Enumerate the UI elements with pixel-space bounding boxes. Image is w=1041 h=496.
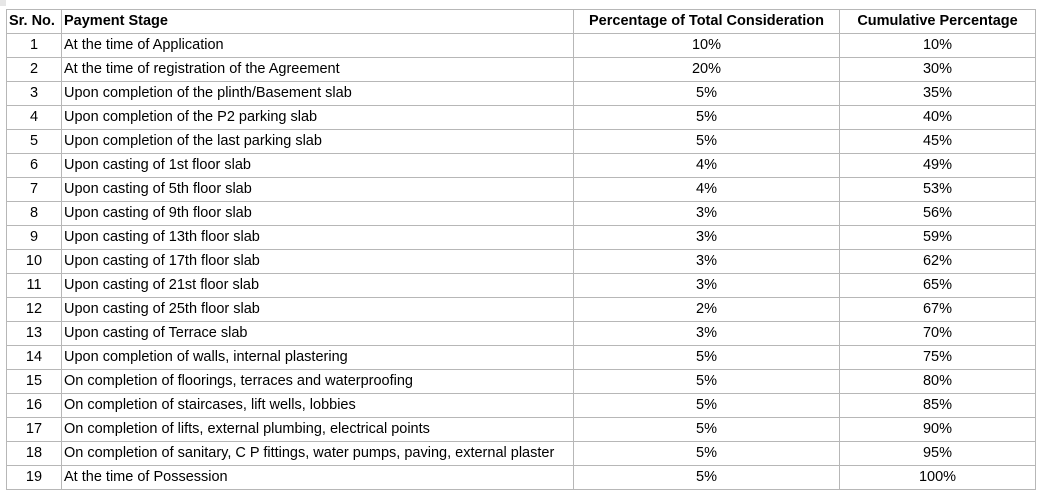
table-row: [7, 178, 1036, 202]
cell-sr-no: 8: [7, 202, 62, 226]
cell-sr-no: 17: [7, 418, 62, 442]
header-sr-no: Sr. No.: [7, 10, 62, 34]
cell-sr-no: 13: [7, 322, 62, 346]
cell-percentage: 3%: [574, 202, 840, 226]
cell-cumulative: 45%: [840, 130, 1036, 154]
cell-payment-stage: On completion of floorings, terraces and waterproofing: [62, 370, 574, 394]
cell-payment-stage: On completion of lifts, external plumbing, electrical points: [62, 418, 574, 442]
cell-payment-stage: Upon casting of 5th floor slab: [62, 178, 574, 202]
cell-sr-no: 16: [7, 394, 62, 418]
cell-sr-no: 11: [7, 274, 62, 298]
cell-percentage: 3%: [574, 322, 840, 346]
cell-payment-stage: At the time of registration of the Agreement: [62, 58, 574, 82]
header-cumulative: Cumulative Percentage: [840, 10, 1036, 34]
cell-percentage: 3%: [574, 250, 840, 274]
cell-sr-no: 15: [7, 370, 62, 394]
cell-payment-stage: Upon completion of walls, internal plastering: [62, 346, 574, 370]
cell-percentage: 5%: [574, 418, 840, 442]
cell-percentage: 4%: [574, 154, 840, 178]
cell-percentage: 20%: [574, 58, 840, 82]
table-row: [7, 106, 1036, 130]
cell-sr-no: 9: [7, 226, 62, 250]
cell-cumulative: 80%: [840, 370, 1036, 394]
table-row: [7, 298, 1036, 322]
cell-payment-stage: Upon casting of 1st floor slab: [62, 154, 574, 178]
cell-payment-stage: At the time of Application: [62, 34, 574, 58]
table-row: [7, 394, 1036, 418]
cell-sr-no: 4: [7, 106, 62, 130]
cell-sr-no: 14: [7, 346, 62, 370]
cell-cumulative: 35%: [840, 82, 1036, 106]
cell-percentage: 5%: [574, 106, 840, 130]
cell-payment-stage: Upon completion of the last parking slab: [62, 130, 574, 154]
cell-percentage: 5%: [574, 466, 840, 490]
cell-percentage: 3%: [574, 274, 840, 298]
header-row: [7, 10, 1036, 34]
cell-cumulative: 70%: [840, 322, 1036, 346]
table-row: [7, 34, 1036, 58]
table-row: [7, 346, 1036, 370]
table-row: [7, 442, 1036, 466]
table-row: [7, 370, 1036, 394]
corner-marker: [0, 0, 6, 6]
cell-cumulative: 10%: [840, 34, 1036, 58]
cell-payment-stage: Upon casting of 9th floor slab: [62, 202, 574, 226]
cell-sr-no: 7: [7, 178, 62, 202]
cell-cumulative: 59%: [840, 226, 1036, 250]
cell-cumulative: 49%: [840, 154, 1036, 178]
table-row: [7, 466, 1036, 490]
table-body: [7, 34, 1036, 490]
header-percentage: Percentage of Total Consideration: [574, 10, 840, 34]
cell-cumulative: 62%: [840, 250, 1036, 274]
cell-percentage: 5%: [574, 130, 840, 154]
cell-cumulative: 90%: [840, 418, 1036, 442]
cell-payment-stage: Upon casting of 13th floor slab: [62, 226, 574, 250]
cell-sr-no: 3: [7, 82, 62, 106]
cell-cumulative: 56%: [840, 202, 1036, 226]
cell-percentage: 5%: [574, 346, 840, 370]
cell-cumulative: 65%: [840, 274, 1036, 298]
table-row: [7, 154, 1036, 178]
cell-payment-stage: Upon completion of the P2 parking slab: [62, 106, 574, 130]
table-row: [7, 58, 1036, 82]
cell-cumulative: 100%: [840, 466, 1036, 490]
cell-payment-stage: At the time of Possession: [62, 466, 574, 490]
cell-percentage: 5%: [574, 82, 840, 106]
cell-percentage: 10%: [574, 34, 840, 58]
cell-percentage: 2%: [574, 298, 840, 322]
cell-sr-no: 19: [7, 466, 62, 490]
cell-payment-stage: Upon casting of 17th floor slab: [62, 250, 574, 274]
table-row: [7, 202, 1036, 226]
table-row: [7, 322, 1036, 346]
cell-sr-no: 12: [7, 298, 62, 322]
cell-payment-stage: Upon casting of Terrace slab: [62, 322, 574, 346]
payment-plan-table: [6, 9, 1036, 490]
cell-payment-stage: On completion of staircases, lift wells, lobbies: [62, 394, 574, 418]
cell-percentage: 4%: [574, 178, 840, 202]
table-row: [7, 274, 1036, 298]
cell-sr-no: 1: [7, 34, 62, 58]
cell-sr-no: 18: [7, 442, 62, 466]
cell-percentage: 5%: [574, 370, 840, 394]
cell-sr-no: 5: [7, 130, 62, 154]
cell-percentage: 5%: [574, 394, 840, 418]
table-row: [7, 130, 1036, 154]
top-strip: [0, 0, 1041, 8]
table-row: [7, 418, 1036, 442]
cell-cumulative: 67%: [840, 298, 1036, 322]
cell-sr-no: 2: [7, 58, 62, 82]
cell-percentage: 5%: [574, 442, 840, 466]
cell-cumulative: 95%: [840, 442, 1036, 466]
cell-cumulative: 40%: [840, 106, 1036, 130]
cell-cumulative: 75%: [840, 346, 1036, 370]
table-row: [7, 226, 1036, 250]
header-payment-stage: Payment Stage: [62, 10, 574, 34]
cell-sr-no: 10: [7, 250, 62, 274]
table-row: [7, 82, 1036, 106]
cell-payment-stage: Upon casting of 21st floor slab: [62, 274, 574, 298]
cell-payment-stage: On completion of sanitary, C P fittings, water pumps, paving, external plaster: [62, 442, 574, 466]
cell-payment-stage: Upon completion of the plinth/Basement slab: [62, 82, 574, 106]
cell-cumulative: 85%: [840, 394, 1036, 418]
cell-cumulative: 30%: [840, 58, 1036, 82]
cell-payment-stage: Upon casting of 25th floor slab: [62, 298, 574, 322]
cell-sr-no: 6: [7, 154, 62, 178]
cell-cumulative: 53%: [840, 178, 1036, 202]
cell-percentage: 3%: [574, 226, 840, 250]
table-row: [7, 250, 1036, 274]
